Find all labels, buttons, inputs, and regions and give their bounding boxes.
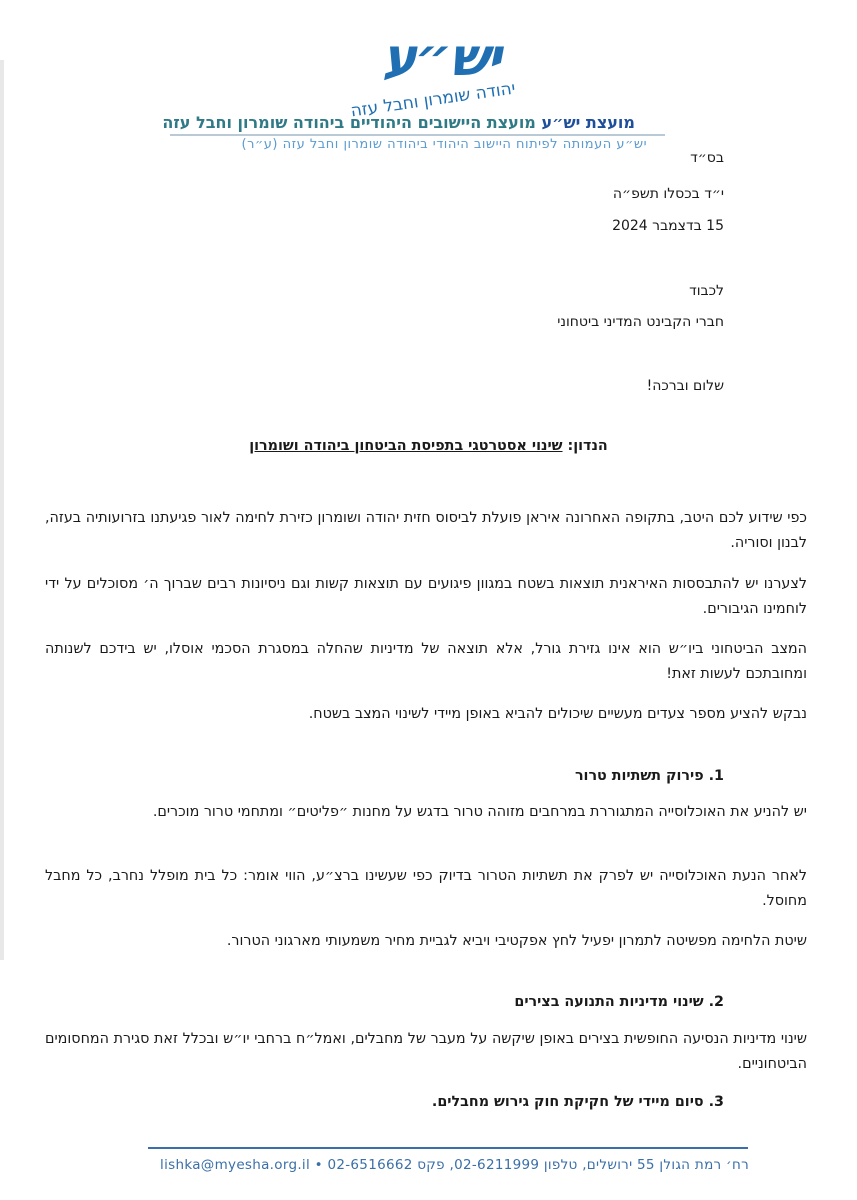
subject-text: שינוי אסטרטגי בתפיסת הביטחון ביהודה ושומרון [249,438,563,454]
greeting: שלום וברכה! [646,378,724,394]
logo-wordmark: יש״ע [382,28,500,88]
recipient: חברי הקבינט המדיני ביטחוני [557,314,724,330]
section-3-title: 3. סיום מיידי של חקיקת חוק גירוש מחבלים. [431,1094,724,1110]
to-label: לכבוד [689,283,724,299]
subject-label: הנדון: [567,438,608,454]
body-paragraph-4: נבקש להציע מספר צעדים מעשיים שיכולים להביא באופן מיידי לשינוי המצב בשטח. [308,706,807,722]
body-paragraph-2: לצערנו יש להתבססות האיראנית תוצאות בשטח במגוון פיגועים עם תוצאות קשות וגם ניסיונות רבים שברוך ה׳ מסוכלים על ידי לוחמינו הגיבורים. [45,576,807,617]
hebrew-date: י״ד בכסלו תשפ״ה [612,186,724,202]
logo-arc-text: יהודה שומרון וחבל עזה [349,78,517,122]
header-divider [170,134,665,136]
subject-line [0,438,857,454]
council-subtitle: יש״ע העמותה לפיתוח היישוב היהודי ביהודה שומרון וחבל עזה (ע״ר) [241,137,647,152]
section-1-paragraph-2: לאחר הנעת האוכלוסייה יש לפרק את תשתיות הטרור בדיוק כפי שעשינו ברצ״ע, הווי אומר: כל בית מופלל נחרב, כל מחבל מחוסל. [45,868,807,909]
scroll-edge [0,60,4,960]
section-1-paragraph-1: יש להניע את האוכלוסייה המתגוררת במרחבים מזוהה טרור בדגש על מחנות ״פליטים״ ומתחמי טרור מוכרים. [152,804,807,820]
council-name-rest: מועצת היישובים היהודיים ביהודה שומרון וחבל עזה [162,113,536,132]
section-1-title: 1. פירוק תשתיות טרור [574,768,724,784]
council-brand: מועצת יש״ע [541,113,635,132]
footer-divider [148,1147,748,1149]
bsd-mark: בס״ד [690,150,724,166]
section-2-paragraph-1: שינוי מדיניות הנסיעה החופשית בצירים באופן שיקשה על מעבר של מחבלים, ואמל״ח ברחבי יו״ש ובכלל זאת סגירת המחסומים הביטחוניים. [45,1031,807,1072]
body-paragraph-1: כפי שידוע לכם היטב, בתקופה האחרונה איראן פועלת לביסוס חזית יהודה ושומרון כזירת לחימה לאור פגיעתנו בזרועותיה בעזה, לבנון וסוריה. [45,510,807,551]
gregorian-date: 15 בדצמבר 2024 [612,218,724,234]
council-name [162,113,635,132]
footer-contact: רח׳ רמת הגולן 55 ירושלים, טלפון 02-6211999, פקס 02-6516662 • lishka@myesha.org.il [160,1157,749,1173]
section-2-title: 2. שינוי מדיניות התנועה בצירים [514,994,724,1010]
section-1-paragraph-3: שיטת הלחימה מפשיטה לתמרון יפעיל לחץ אפקטיבי ויביא לגביית מחיר משמעותי מארגוני הטרור. [226,933,807,949]
body-paragraph-3: המצב הביטחוני ביו״ש הוא אינו גזירת גורל, אלא תוצאה של מדיניות שהחלה במסגרת הסכמי אוסלו, יש בידכם לשנותה ומחובתכם לעשות זאת! [45,641,807,682]
